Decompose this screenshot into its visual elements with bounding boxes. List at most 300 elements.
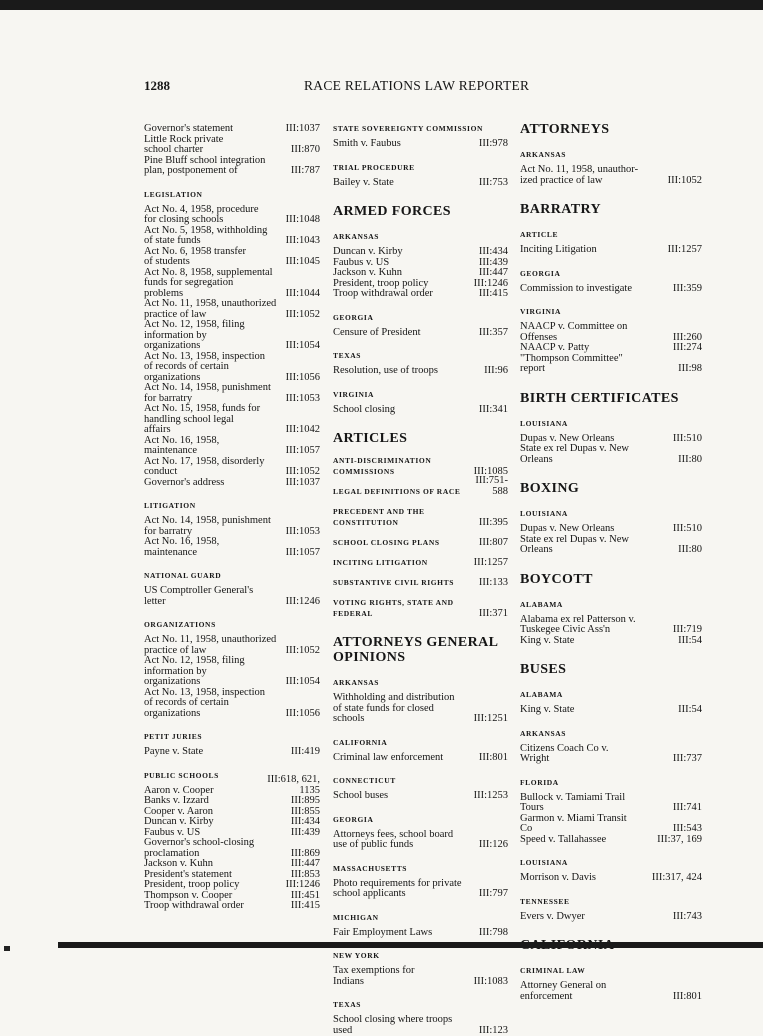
index-subheading: [333, 313, 508, 322]
index-entry: [144, 796, 320, 807]
entry-reference: III:341: [479, 405, 508, 416]
article-entry: [333, 597, 508, 619]
entry-text: President's statement: [144, 870, 320, 881]
index-subheading: [520, 150, 702, 159]
index-subheading: [520, 966, 702, 975]
entry-text: Speed v. Tallahassee: [520, 835, 702, 846]
index-entry: [144, 247, 320, 268]
index-entry: [520, 981, 702, 1002]
entry-text: Act No. 14, 1958, punishment for barratry: [144, 383, 320, 404]
entry-text: School closing: [333, 405, 508, 416]
index-entry: [144, 436, 320, 457]
article-entry: [333, 537, 508, 548]
entry-reference: III:80: [678, 545, 702, 556]
index-subheading: [333, 1000, 508, 1009]
entry-reference: III:1085: [474, 466, 508, 477]
entry-reference: III:1042: [286, 425, 320, 436]
entry-text: Dupas v. New Orleans: [520, 524, 702, 535]
entry-reference: III:439: [479, 258, 508, 269]
entry-reference: III:853: [291, 870, 320, 881]
entry-text: Bullock v. Tamiami Trail Tours: [520, 793, 702, 814]
index-subheading: [520, 690, 702, 699]
entry-reference: III:1052: [668, 176, 702, 187]
index-subheading: [520, 897, 702, 906]
index-entry: [144, 320, 320, 352]
entry-reference: III:1054: [286, 677, 320, 688]
index-entry: [520, 524, 702, 535]
entry-text: Duncan v. Kirby: [333, 247, 508, 258]
entry-reference: III:1056: [286, 373, 320, 384]
index-entry: [333, 830, 508, 851]
index-entry: [520, 615, 702, 636]
entry-reference: III:978: [479, 139, 508, 150]
entry-reference: III:798: [479, 928, 508, 939]
entry-text: Inciting Litigation: [520, 245, 702, 256]
entry-text: Withholding and distribution of state funds for closed schools: [333, 693, 508, 725]
entry-reference: III:434: [291, 817, 320, 828]
index-entry: [333, 928, 508, 939]
subheading-label: ARKANSAS: [520, 150, 702, 159]
index-subheading: [333, 678, 508, 687]
index-entry: [520, 354, 702, 375]
index-entry: [333, 879, 508, 900]
index-subheading: [333, 163, 508, 172]
subheading-label: LEGISLATION: [144, 190, 320, 199]
subheading-label: GEORGIA: [333, 313, 508, 322]
subheading-label: VIRGINIA: [333, 390, 508, 399]
index-entry: [144, 817, 320, 828]
subheading-label: ARTICLE: [520, 230, 702, 239]
index-entry: [520, 636, 702, 647]
index-entry: [333, 328, 508, 339]
running-title: RACE RELATIONS LAW REPORTER: [304, 78, 529, 94]
entry-reference: III:434: [479, 247, 508, 258]
entry-reference: III:1044: [286, 289, 320, 300]
index-subheading: [144, 190, 320, 199]
entry-reference: III:37, 169: [657, 835, 702, 846]
entry-text: School closing where troops used: [333, 1015, 508, 1036]
entry-reference: III:1257: [668, 245, 702, 256]
entry-reference: III:439: [291, 828, 320, 839]
entry-reference: III:1052: [286, 467, 320, 478]
entry-text: Little Rock private school charter: [144, 135, 320, 156]
index-subheading: [520, 307, 702, 316]
entry-text: Act No. 16, 1958, maintenance: [144, 436, 320, 457]
entry-text: Act No. 8, 1958, supplemental funds for segregation problems: [144, 268, 320, 300]
index-entry: [144, 478, 320, 489]
entry-reference: III:1251: [474, 714, 508, 725]
entry-reference: III:1054: [286, 341, 320, 352]
subheading-label: PETIT JURIES: [144, 732, 320, 741]
subheading-label: LOUISIANA: [520, 419, 702, 428]
entry-text: Pine Bluff school integration plan, postponement of: [144, 156, 320, 177]
entry-reference: III:1246: [286, 597, 320, 608]
entry-text: Attorneys fees, school board use of public funds: [333, 830, 508, 851]
entry-reference: III:1052: [286, 310, 320, 321]
entry-text: Act No. 6, 1958 transfer of students: [144, 247, 320, 268]
index-entry: [144, 838, 320, 859]
entry-reference: III:1057: [286, 548, 320, 559]
entry-reference: III:787: [291, 166, 320, 177]
index-entry: [520, 835, 702, 846]
subheading-label: NEW YORK: [333, 951, 508, 960]
entry-reference: III:510: [673, 434, 702, 445]
entry-reference: III:98: [678, 364, 702, 375]
subheading-label: ARKANSAS: [333, 232, 508, 241]
subheading-label: NATIONAL GUARD: [144, 571, 320, 580]
index-entry: [144, 688, 320, 720]
subheading-label: LITIGATION: [144, 501, 320, 510]
entry-text: Troop withdrawal order: [144, 901, 320, 912]
subheading-label: TEXAS: [333, 351, 508, 360]
entry-reference: III:80: [678, 455, 702, 466]
index-entry: [144, 135, 320, 156]
entry-reference: III:1056: [286, 709, 320, 720]
entry-reference: III:1045: [286, 257, 320, 268]
entry-text: Tax exemptions for Indians: [333, 966, 508, 987]
entry-reference: III:743: [673, 912, 702, 923]
entry-reference: III:357: [479, 328, 508, 339]
index-entry: [520, 793, 702, 814]
article-entry: [333, 506, 508, 528]
index-subheading: [333, 738, 508, 747]
entry-text: Criminal law enforcement: [333, 753, 508, 764]
article-entry: [333, 455, 508, 477]
index-entry: [144, 901, 320, 912]
index-entry: [520, 343, 702, 354]
entry-reference: III:737: [673, 754, 702, 765]
entry-text: PRECEDENT AND THE CONSTITUTION: [333, 506, 508, 528]
subheading-label: TRIAL PROCEDURE: [333, 163, 508, 172]
entry-reference: III:1037: [286, 124, 320, 135]
entry-text: Act No. 15, 1958, funds for handling school legal affairs: [144, 404, 320, 436]
index-heading: BIRTH CERTIFICATES: [520, 391, 702, 406]
index-heading: BOXING: [520, 481, 702, 496]
index-subheading: [520, 230, 702, 239]
entry-text: Evers v. Dwyer: [520, 912, 702, 923]
subheading-label: CALIFORNIA: [333, 738, 508, 747]
article-entry: [333, 577, 508, 588]
index-entry: [520, 444, 702, 465]
entry-text: US Comptroller General's letter: [144, 586, 320, 607]
entry-reference: III:797: [479, 889, 508, 900]
entry-reference: III:54: [678, 705, 702, 716]
entry-text: Thompson v. Cooper: [144, 891, 320, 902]
index-entry: [520, 322, 702, 343]
entry-reference: III:543: [673, 824, 702, 835]
index-heading: BOYCOTT: [520, 572, 702, 587]
entry-text: Jackson v. Kuhn: [144, 859, 320, 870]
index-entry: [144, 226, 320, 247]
entry-text: Bailey v. State: [333, 178, 508, 189]
entry-reference: III:395: [479, 517, 508, 528]
subheading-label: VIRGINIA: [520, 307, 702, 316]
index-entry: [333, 753, 508, 764]
index-entry: [144, 656, 320, 688]
index-subheading: [333, 232, 508, 241]
entry-text: Governor's school-closing proclamation: [144, 838, 320, 859]
entry-text: Act No. 13, 1958, inspection of records of certain organizations: [144, 688, 320, 720]
index-subheading: [520, 509, 702, 518]
entry-text: Act No. 4, 1958, procedure for closing schools: [144, 205, 320, 226]
index-entry: [333, 247, 508, 258]
entry-text: Act No. 13, 1958, inspection of records of certain organizations: [144, 352, 320, 384]
entry-reference: III:1053: [286, 527, 320, 538]
index-subheading: [144, 732, 320, 741]
index-entry: [520, 245, 702, 256]
subheading-label: LOUISIANA: [520, 509, 702, 518]
entry-text: Citizens Coach Co v. Wright: [520, 744, 702, 765]
entry-text: Commission to investigate: [520, 284, 702, 295]
entry-reference: III:869: [291, 849, 320, 860]
entry-reference: III:801: [673, 992, 702, 1003]
subheading-label: PUBLIC SCHOOLS: [144, 771, 320, 780]
index-subheading: [144, 620, 320, 629]
entry-reference: III:753: [479, 178, 508, 189]
entry-reference: III:1257: [474, 557, 508, 568]
index-entry: [144, 859, 320, 870]
entry-text: Payne v. State: [144, 747, 320, 758]
entry-reference: III:371: [479, 608, 508, 619]
entry-reference: III:260: [673, 333, 702, 344]
entry-text: President, troop policy: [333, 279, 508, 290]
top-scan-border: [0, 0, 763, 10]
index-entry: [520, 873, 702, 884]
entry-text: Aaron v. Cooper: [144, 786, 320, 797]
entry-text: Act No. 5, 1958, withholding of state funds: [144, 226, 320, 247]
subheading-label: FLORIDA: [520, 778, 702, 787]
subheading-label: ORGANIZATIONS: [144, 620, 320, 629]
index-entry: [520, 284, 702, 295]
entry-reference: III:1053: [286, 394, 320, 405]
index-heading: ARTICLES: [333, 431, 508, 446]
entry-reference: III:870: [291, 145, 320, 156]
entry-reference: III:801: [479, 753, 508, 764]
entry-text: Dupas v. New Orleans: [520, 434, 702, 445]
index-entry: [144, 352, 320, 384]
entry-reference: III:317, 424: [652, 873, 702, 884]
index-heading: ARMED FORCES: [333, 204, 508, 219]
entry-reference: III:1083: [474, 977, 508, 988]
index-entry: [144, 747, 320, 758]
entry-reference: III:618, 621, 1135: [267, 775, 320, 796]
index-entry: [333, 405, 508, 416]
entry-reference: III:1052: [286, 646, 320, 657]
index-subheading: [520, 729, 702, 738]
entry-text: Act No. 14, 1958, punishment for barratry: [144, 516, 320, 537]
index-entry: [144, 516, 320, 537]
entry-reference: III:359: [673, 284, 702, 295]
bottom-scan-border: [58, 942, 763, 948]
index-subheading: [520, 269, 702, 278]
entry-text: King v. State: [520, 705, 702, 716]
entry-text: Resolution, use of troops: [333, 366, 508, 377]
index-subheading: [520, 600, 702, 609]
entry-text: School buses: [333, 791, 508, 802]
index-subheading: [520, 858, 702, 867]
index-subheading: [333, 124, 508, 133]
entry-reference: III:123: [479, 1026, 508, 1036]
entry-text: "Thompson Committee" report: [520, 354, 702, 375]
index-entry: [333, 139, 508, 150]
entry-reference: III:1253: [474, 791, 508, 802]
index-heading: ATTORNEYS GENERAL OPINIONS: [333, 635, 508, 665]
entry-reference: III:274: [673, 343, 702, 354]
entry-text: SCHOOL CLOSING PLANS: [333, 537, 508, 548]
subheading-label: MASSACHUSETTS: [333, 864, 508, 873]
entry-reference: III:1246: [286, 880, 320, 891]
index-subheading: [333, 351, 508, 360]
subheading-label: ALABAMA: [520, 690, 702, 699]
index-entry: [144, 383, 320, 404]
scan-mark: [4, 946, 10, 951]
entry-text: Photo requirements for private school applicants: [333, 879, 508, 900]
entry-reference: III:1043: [286, 236, 320, 247]
index-entry: [144, 457, 320, 478]
subheading-label: MICHIGAN: [333, 913, 508, 922]
index-entry: [520, 814, 702, 835]
entry-reference: III:807: [479, 537, 508, 548]
index-entry: [333, 268, 508, 279]
entry-reference: III:415: [479, 289, 508, 300]
entry-reference: III:1246: [474, 279, 508, 290]
index-entry: [144, 205, 320, 226]
entry-reference: III:451: [291, 891, 320, 902]
entry-text: Act No. 12, 1958, filing information by organizations: [144, 320, 320, 352]
index-column-1: [144, 124, 320, 912]
subheading-label: GEORGIA: [333, 815, 508, 824]
index-entry: [144, 635, 320, 656]
entry-text: Act No. 16, 1958, maintenance: [144, 537, 320, 558]
index-entry: [333, 289, 508, 300]
entry-text: Cooper v. Aaron: [144, 807, 320, 818]
index-heading: BARRATRY: [520, 202, 702, 217]
entry-text: Governor's address: [144, 478, 320, 489]
entry-reference: III:419: [291, 747, 320, 758]
entry-text: Jackson v. Kuhn: [333, 268, 508, 279]
entry-text: Governor's statement: [144, 124, 320, 135]
entry-text: Garmon v. Miami Transit Co: [520, 814, 702, 835]
index-heading: ATTORNEYS: [520, 122, 702, 137]
entry-reference: III:895: [291, 796, 320, 807]
index-entry: [144, 537, 320, 558]
index-column-2: [333, 124, 508, 1036]
index-subheading: [144, 571, 320, 580]
article-entry: [333, 486, 508, 497]
entry-reference: III:96: [484, 366, 508, 377]
index-subheading: [333, 390, 508, 399]
index-entry: [144, 268, 320, 300]
entry-text: SUBSTANTIVE CIVIL RIGHTS: [333, 577, 508, 588]
subheading-label: GEORGIA: [520, 269, 702, 278]
subheading-label: ARKANSAS: [520, 729, 702, 738]
entry-text: Alabama ex rel Patterson v. Tuskegee Civic Ass'n: [520, 615, 702, 636]
entry-text: Faubus v. US: [333, 258, 508, 269]
index-subheading: [333, 776, 508, 785]
entry-text: State ex rel Dupas v. New Orleans: [520, 535, 702, 556]
entry-reference: III:751- 588: [475, 475, 508, 497]
entry-text: NAACP v. Patty: [520, 343, 702, 354]
index-entry: [333, 366, 508, 377]
entry-reference: III:855: [291, 807, 320, 818]
entry-reference: III:126: [479, 840, 508, 851]
entry-text: Duncan v. Kirby: [144, 817, 320, 828]
entry-text: INCITING LITIGATION: [333, 557, 508, 568]
entry-text: Act No. 11, 1958, unauthorized practice of law: [144, 299, 320, 320]
index-entry: [144, 880, 320, 891]
entry-reference: III:1048: [286, 215, 320, 226]
index-subheading: [333, 951, 508, 960]
index-entry: [333, 966, 508, 987]
subheading-label: TEXAS: [333, 1000, 508, 1009]
entry-text: ANTI-DISCRIMINATION COMMISSIONS: [333, 455, 508, 477]
page-header: [144, 78, 614, 98]
article-entry: [333, 557, 508, 568]
index-entry: [520, 165, 702, 186]
entry-reference: III:133: [479, 577, 508, 588]
entry-text: Censure of President: [333, 328, 508, 339]
subheading-label: LOUISIANA: [520, 858, 702, 867]
index-subheading: [333, 815, 508, 824]
subheading-label: CRIMINAL LAW: [520, 966, 702, 975]
entry-reference: III:1037: [286, 478, 320, 489]
entry-reference: III:447: [479, 268, 508, 279]
index-entry: [333, 178, 508, 189]
entry-text: State ex rel Dupas v. New Orleans: [520, 444, 702, 465]
subheading-label: ALABAMA: [520, 600, 702, 609]
index-entry: [144, 299, 320, 320]
entry-reference: III:510: [673, 524, 702, 535]
index-entry: [333, 1015, 508, 1036]
entry-text: King v. State: [520, 636, 702, 647]
index-subheading: [520, 419, 702, 428]
index-entry: [333, 791, 508, 802]
subheading-label: TENNESSEE: [520, 897, 702, 906]
entry-text: Act No. 11, 1958, unauthorized practice of law: [144, 635, 320, 656]
entry-text: Act No. 17, 1958, disorderly conduct: [144, 457, 320, 478]
subheading-label: STATE SOVEREIGNTY COMMISSION: [333, 124, 508, 133]
index-subheading: [333, 864, 508, 873]
entry-text: Smith v. Faubus: [333, 139, 508, 150]
entry-text: NAACP v. Committee on Offenses: [520, 322, 702, 343]
entry-text: LEGAL DEFINITIONS OF RACE: [333, 486, 508, 497]
entry-reference: III:415: [291, 901, 320, 912]
entry-text: Morrison v. Davis: [520, 873, 702, 884]
entry-text: VOTING RIGHTS, STATE AND FEDERAL: [333, 597, 508, 619]
entry-reference: III:54: [678, 636, 702, 647]
index-heading: BUSES: [520, 662, 702, 677]
entry-text: Troop withdrawal order: [333, 289, 508, 300]
entry-reference: III:741: [673, 803, 702, 814]
index-entry: [144, 124, 320, 135]
index-entry: [144, 586, 320, 607]
index-entry: [144, 156, 320, 177]
entry-text: Fair Employment Laws: [333, 928, 508, 939]
index-entry: [520, 744, 702, 765]
index-column-3: [520, 122, 702, 1002]
index-subheading: [520, 778, 702, 787]
index-subheading: [333, 913, 508, 922]
entry-text: Faubus v. US: [144, 828, 320, 839]
entry-text: Attorney General on enforcement: [520, 981, 702, 1002]
entry-text: President, troop policy: [144, 880, 320, 891]
entry-text: Banks v. Izzard: [144, 796, 320, 807]
index-entry: [520, 912, 702, 923]
page-number: 1288: [144, 78, 170, 94]
subheading-label: CONNECTICUT: [333, 776, 508, 785]
index-subheading: [144, 501, 320, 510]
entry-reference: III:447: [291, 859, 320, 870]
